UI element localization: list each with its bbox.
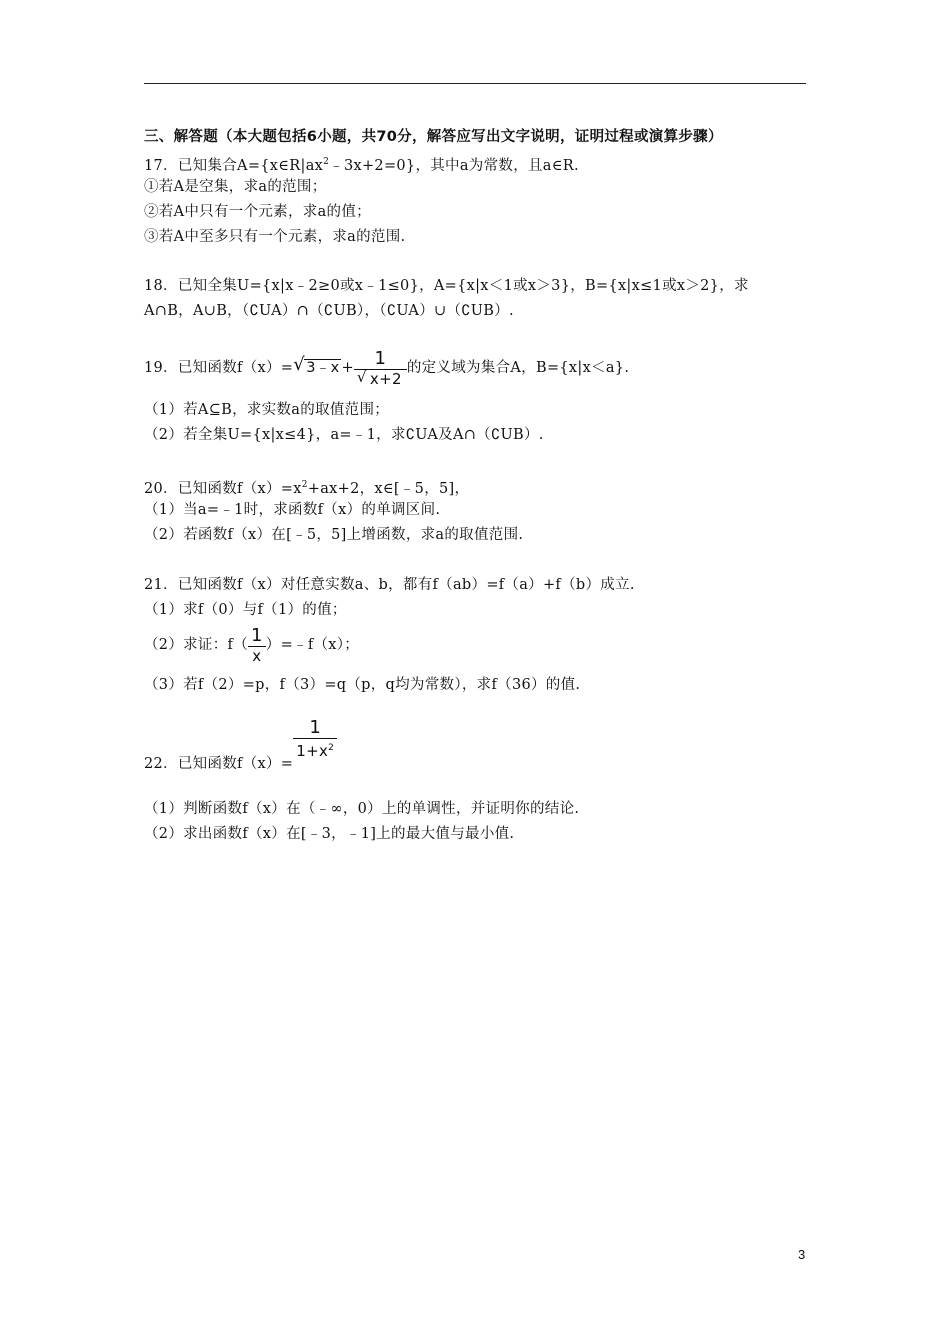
- q19-radicand: 3﹣x: [306, 360, 340, 376]
- q18-line1: 18．已知全集U={x|x﹣2≥0或x﹣1≤0}，A={x|x＜1或x＞3}，B={x|x≤1或x＞2}，求: [144, 278, 749, 294]
- q22-frac-denominator: [293, 739, 337, 760]
- q21-part2-suffix: ）=﹣f（x）；: [265, 637, 360, 653]
- q22-stem: [144, 718, 337, 786]
- q21-frac-denominator: x: [252, 646, 262, 665]
- radical-sign-icon: √: [293, 354, 306, 375]
- q18-line2: A∩B，A∪B，（∁UA）∩（∁UB），（∁UA）∪（∁UB）.: [144, 303, 514, 319]
- q22-prefix: 22．已知函数f（x）=: [144, 756, 294, 772]
- q19-frac-denominator: [354, 367, 407, 388]
- q22-part1: （1）判断函数f（x）在（﹣∞，0）上的单调性，并证明你的结论.: [144, 801, 580, 817]
- q21-part1: （1）求f（0）与f（1）的值；: [144, 602, 347, 618]
- q21-part2: [144, 623, 359, 667]
- q22-part2: （2）求出函数f（x）在[﹣3，﹣1]上的最大值与最小值.: [144, 826, 515, 842]
- q17-part2: ②若A中只有一个元素，求a的值；: [144, 204, 371, 220]
- page-number: 3: [798, 1247, 806, 1262]
- q17-part3: ③若A中至多只有一个元素，求a的范围.: [144, 229, 406, 245]
- q19-stem: [144, 348, 629, 388]
- q19-part2: （2）若全集U={x|x≤4}，a=﹣1，求∁UA及A∩（∁UB）.: [144, 427, 544, 443]
- q20-superscript: 2: [301, 480, 308, 490]
- q19-fraction: [354, 349, 407, 388]
- q22-den-text: 1+x: [296, 742, 329, 760]
- q21-stem: 21．已知函数f（x）对任意实数a、b，都有f（ab）=f（a）+f（b）成立.: [144, 577, 635, 593]
- section-heading: 三、解答题（本大题包括6小题，共70分，解答应写出文字说明，证明过程或演算步骤）: [144, 129, 723, 145]
- q19-part1: （1）若A⊆B，求实数a的取值范围；: [144, 402, 390, 418]
- q17-stem: [144, 152, 579, 176]
- q21-part2-prefix: （2）求证：f（: [144, 637, 248, 653]
- q20-stem-text: 20．已知函数f（x）=x: [144, 481, 302, 497]
- q17-stem-text: 17．已知集合A={x∈R|ax: [144, 158, 324, 174]
- q20-stem: [144, 475, 469, 499]
- q20-part1: （1）当a=﹣1时，求函数f（x）的单调区间.: [144, 502, 441, 518]
- q22-fraction: [293, 718, 337, 760]
- q17-stem-rest: ﹣3x+2=0}，其中a为常数，且a∈R.: [329, 158, 579, 174]
- q20-part2: （2）若函数f（x）在[﹣5，5]上增函数，求a的取值范围.: [144, 527, 524, 543]
- q19-den-radicand: x+2: [369, 369, 402, 388]
- q19-frac-numerator: 1: [354, 349, 407, 370]
- q19-den-sqrt: [356, 367, 404, 388]
- q19-suffix: 的定义域为集合A，B={x|x＜a}.: [406, 360, 630, 376]
- q19-prefix: 19．已知函数f（x）=: [144, 360, 294, 376]
- q19-sqrt: [293, 348, 341, 388]
- q22-den-superscript: 2: [328, 743, 335, 753]
- q22-frac-numerator: 1: [293, 718, 337, 739]
- q20-stem-rest: +ax+2，x∈[﹣5，5]，: [307, 481, 470, 497]
- q19-plus: +: [341, 360, 354, 376]
- header-rule: [144, 83, 806, 84]
- q21-frac-numerator: 1: [248, 626, 266, 647]
- q21-fraction: [248, 626, 266, 665]
- q17-part1: ①若A是空集，求a的范围；: [144, 179, 327, 195]
- q21-part3: （3）若f（2）=p，f（3）=q（p，q均为常数），求f（36）的值.: [144, 677, 581, 693]
- q17-superscript: 2: [323, 157, 330, 167]
- radical-sign-icon: √: [356, 367, 367, 386]
